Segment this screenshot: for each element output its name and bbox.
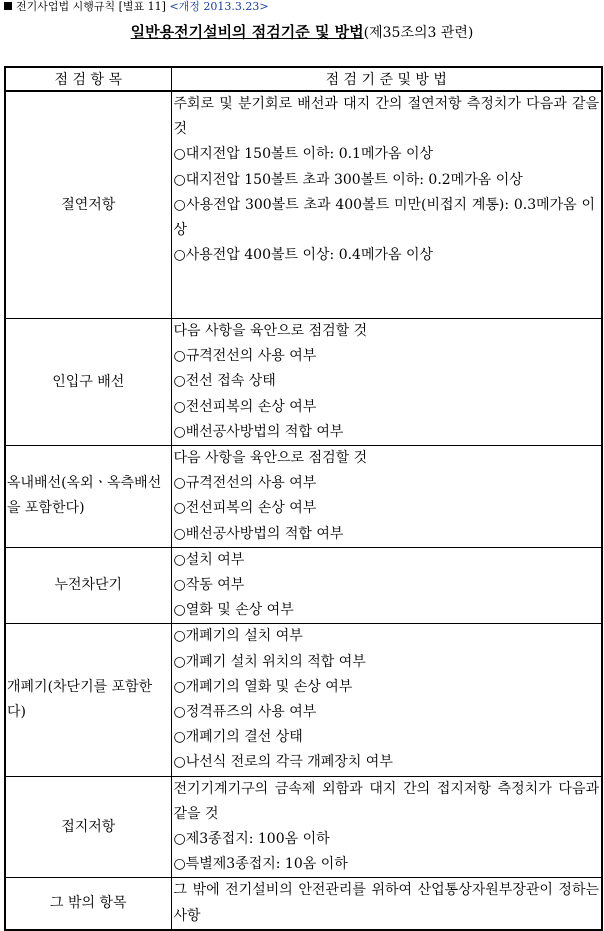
method-cell bbox=[171, 547, 602, 624]
method-line: ○사용전압 400볼트 이상: 0.4메가옴 이상 bbox=[173, 247, 434, 264]
method-line: ○전선피복의 손상 여부 bbox=[173, 500, 317, 517]
table-row bbox=[5, 624, 602, 776]
amendment-note: <개정 2013.3.23> bbox=[169, 0, 269, 13]
method-line: ○개폐기의 설치 여부 bbox=[173, 628, 303, 645]
table-row bbox=[5, 878, 602, 930]
method-line: ○정격퓨즈의 사용 여부 bbox=[173, 704, 317, 721]
regulation-header bbox=[4, 0, 269, 13]
table-row bbox=[5, 776, 602, 878]
regulation-reference: 전기사업법 시행규칙 [별표 11] bbox=[16, 0, 166, 13]
method-cell bbox=[171, 446, 602, 548]
method-cell bbox=[171, 91, 602, 319]
method-line: ○개폐기의 결선 상태 bbox=[173, 729, 303, 746]
method-line: ○제3종접지: 100옴 이하 bbox=[173, 831, 330, 848]
method-line: 주회로 및 분기회로 배선과 대지 간의 절연저항 측정치가 다음과 같을 것 bbox=[173, 96, 599, 138]
method-line: ○배선공사방법의 적합 여부 bbox=[173, 423, 344, 440]
method-line: ○작동 여부 bbox=[173, 577, 245, 594]
table-row bbox=[5, 91, 602, 319]
title-main: 일반용전기설비의 점검기준 및 방법 bbox=[130, 23, 364, 41]
method-cell bbox=[171, 878, 602, 930]
page-title bbox=[0, 22, 604, 43]
method-line: ○규격전선의 사용 여부 bbox=[173, 348, 317, 365]
method-line: ○설치 여부 bbox=[173, 551, 245, 568]
method-line: ○규격전선의 사용 여부 bbox=[173, 475, 317, 492]
method-line: ○대지전압 150볼트 초과 300볼트 이하: 0.2메가옴 이상 bbox=[173, 171, 523, 188]
method-line: ○전선피복의 손상 여부 bbox=[173, 398, 317, 415]
column-header-method: 점 검 기 준 및 방 법 bbox=[171, 67, 602, 91]
method-line: ○배선공사방법의 적합 여부 bbox=[173, 525, 344, 542]
item-insulation-resistance: 절연저항 bbox=[5, 91, 171, 319]
title-sub: (제35조의3 관련) bbox=[363, 25, 474, 41]
inspection-table bbox=[4, 66, 603, 931]
table-row bbox=[5, 446, 602, 548]
item-earth-leakage-breaker: 누전차단기 bbox=[5, 547, 171, 624]
method-line: 전기기계기구의 금속제 외함과 대지 간의 접지저항 측정치가 다음과 같을 것 bbox=[173, 780, 599, 822]
item-other: 그 밖의 항목 bbox=[5, 878, 171, 930]
method-line: ○개폐기 설치 위치의 적합 여부 bbox=[173, 653, 366, 670]
item-service-entrance-wiring: 인입구 배선 bbox=[5, 319, 171, 446]
method-line: 그 밖에 전기설비의 안전관리를 위하여 산업통상자원부장관이 정하는 사항 bbox=[173, 882, 599, 924]
table-row bbox=[5, 319, 602, 446]
column-header-item: 점 검 항 목 bbox=[5, 67, 171, 91]
method-cell bbox=[171, 319, 602, 446]
method-line: ○대지전압 150볼트 이하: 0.1메가옴 이상 bbox=[173, 146, 434, 163]
method-line: ○나선식 전로의 각극 개폐장치 여부 bbox=[173, 754, 393, 771]
method-line: 다음 사항을 육안으로 점검할 것 bbox=[173, 323, 368, 339]
method-cell bbox=[171, 624, 602, 776]
item-grounding-resistance: 접지저항 bbox=[5, 776, 171, 878]
table-row bbox=[5, 547, 602, 624]
method-line: ○특별제3종접지: 10옴 이하 bbox=[173, 856, 348, 873]
method-line: ○전선 접속 상태 bbox=[173, 373, 276, 390]
table-header-row bbox=[5, 67, 602, 91]
method-line: ○사용전압 300볼트 초과 400볼트 미만(비접지 계통): 0.3메가옴 이상 bbox=[173, 196, 595, 239]
square-bullet-icon bbox=[4, 2, 12, 10]
item-indoor-wiring: 옥내배선(옥외ㆍ옥측배선을 포함한다) bbox=[5, 446, 171, 548]
method-cell bbox=[171, 776, 602, 878]
method-line: ○개폐기의 열화 및 손상 여부 bbox=[173, 678, 353, 695]
method-line: ○열화 및 손상 여부 bbox=[173, 602, 294, 619]
method-line: 다음 사항을 육안으로 점검할 것 bbox=[173, 450, 368, 467]
item-switch: 개폐기(차단기를 포함한다) bbox=[5, 624, 171, 776]
